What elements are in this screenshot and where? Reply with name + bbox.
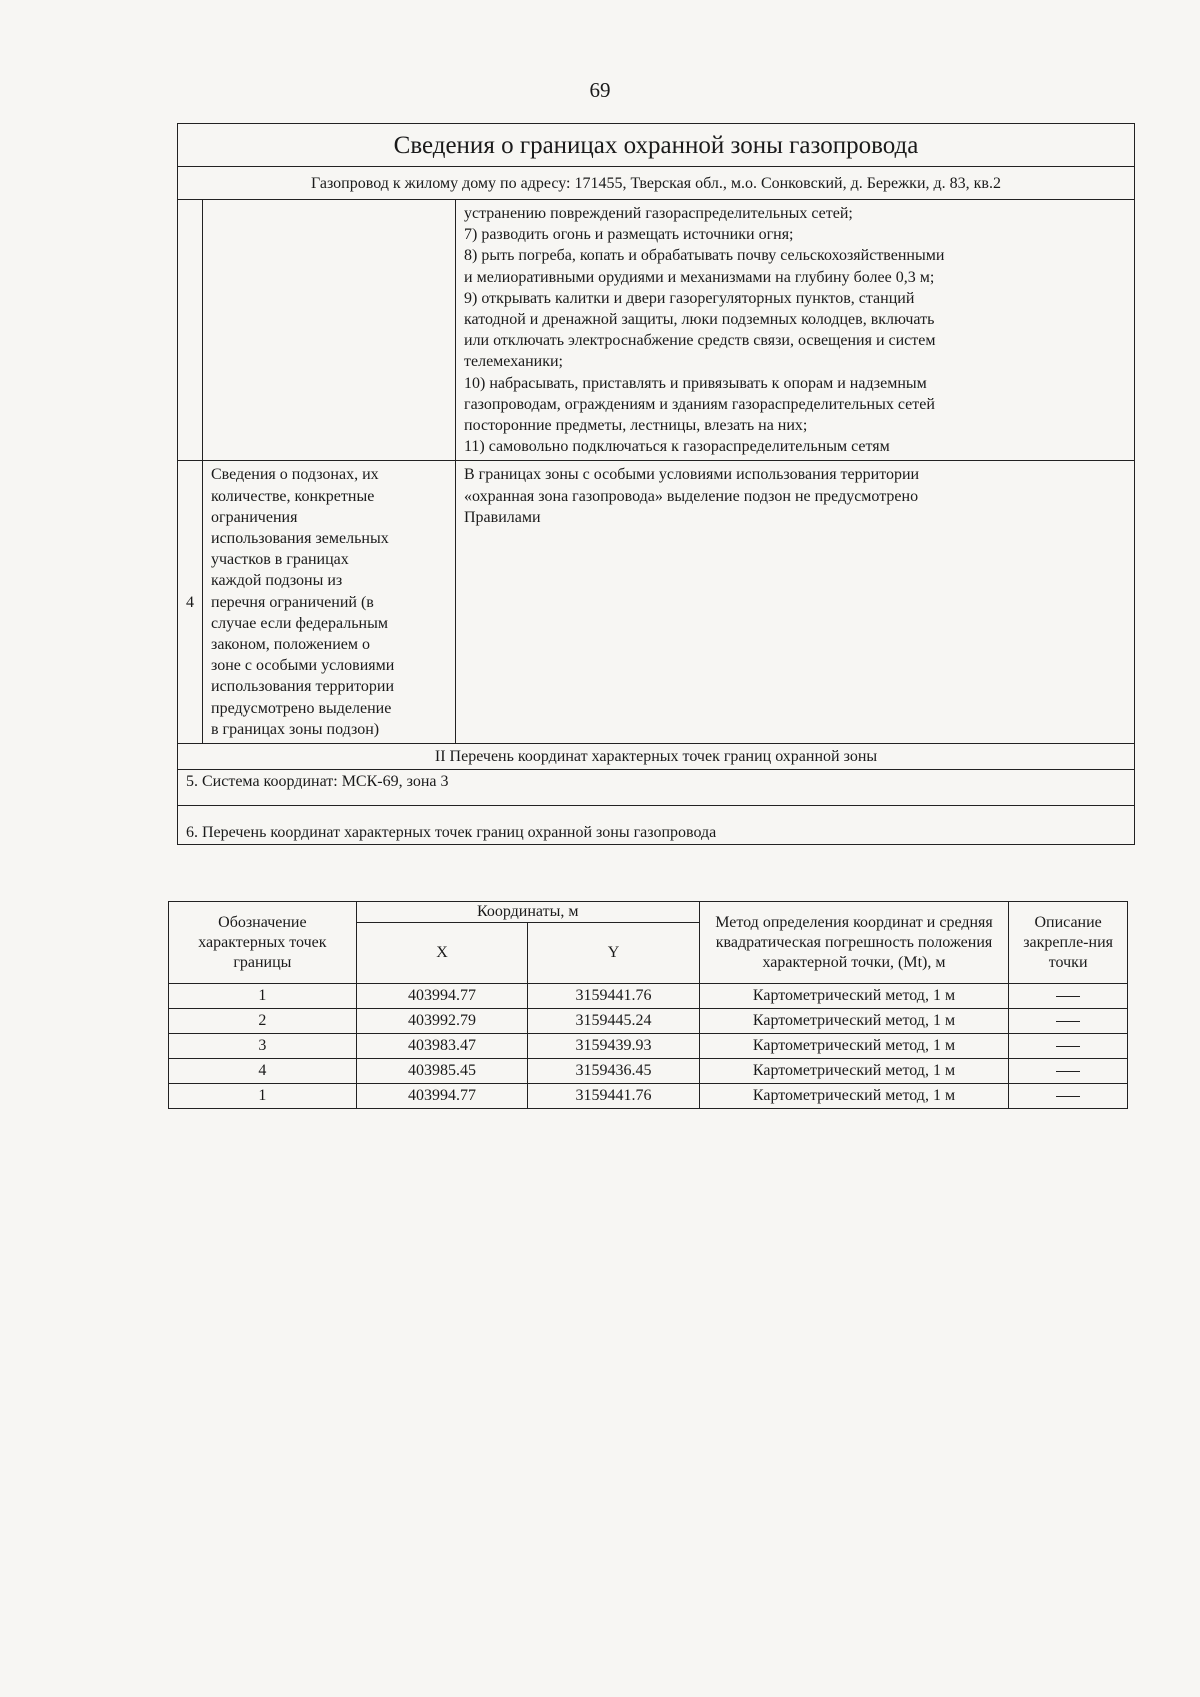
point-cell: 1 [169, 984, 357, 1009]
label-line: каждой подзоны из [211, 572, 343, 590]
document-subtitle: Газопровод к жилому дому по адресу: 171455, Тверская обл., м.о. Сонковский, д. Бережки, д. 83, кв.2 [178, 167, 1134, 200]
dash-mark [1056, 996, 1080, 997]
zone-info-form [177, 123, 1135, 845]
point-cell: 2 [169, 1009, 357, 1034]
restriction-line: катодной и дренажной защиты, люки подземных колодцев, включать [464, 311, 935, 329]
header-description: Описание закрепле-ния точки [1009, 902, 1128, 984]
restriction-line: 10) набрасывать, приставлять и привязывать к опорам и надземным [464, 374, 927, 392]
header-point: Обозначение характерных точек границы [169, 902, 357, 984]
label-line: в границах зоны подзон) [211, 720, 380, 738]
table-row [169, 1009, 1128, 1034]
method-cell: Картометрический метод, 1 м [699, 984, 1009, 1009]
restrictions-row [178, 200, 1134, 461]
restriction-line: и мелиоративными орудиями и механизмами на глубину более 0,3 м; [464, 268, 935, 286]
header-x: X [356, 923, 528, 984]
subzones-row [178, 461, 1134, 744]
header-method [699, 902, 1009, 984]
table-row [169, 1084, 1128, 1109]
label-line: перечня ограничений (в [211, 593, 374, 611]
label-line: участков в границах [211, 551, 349, 569]
y-cell: 3159445.24 [528, 1009, 700, 1034]
label-line: законом, положением о [211, 636, 370, 654]
subzones-label [203, 461, 456, 744]
coordinate-list-title: 6. Перечень координат характерных точек границ охранной зоны газопровода [186, 824, 717, 842]
y-cell: 3159436.45 [528, 1059, 700, 1084]
restrictions-table [178, 200, 1134, 744]
restriction-line: посторонние предметы, лестницы, влезать на них; [464, 417, 808, 435]
page-number: 69 [589, 78, 611, 102]
label-line: случае если федеральным [211, 614, 388, 632]
restrictions-content [456, 200, 1135, 461]
label-line: использования территории [211, 678, 395, 696]
method-cell: Картометрический метод, 1 м [699, 1034, 1009, 1059]
dash-mark [1056, 1021, 1080, 1022]
restriction-line: 9) открывать калитки и двери газорегуляторных пунктов, станций [464, 289, 915, 307]
label-line: Сведения о подзонах, их [211, 466, 379, 484]
document-title: Сведения о границах охранной зоны газопровода [178, 124, 1134, 167]
restriction-line: газопроводам, ограждениям и зданиям газораспределительных сетей [464, 395, 935, 413]
coordinate-system: 5. Система координат: МСК-69, зона 3 [178, 770, 1134, 806]
table-row [169, 1034, 1128, 1059]
method-cell: Картометрический метод, 1 м [699, 1084, 1009, 1109]
description-cell [1009, 1009, 1128, 1034]
row-label-cell [203, 200, 456, 461]
restriction-line: 8) рыть погреба, копать и обрабатывать почву сельскохозяйственными [464, 247, 945, 265]
x-cell: 403985.45 [356, 1059, 528, 1084]
method-cell: Картометрический метод, 1 м [699, 1009, 1009, 1034]
y-cell: 3159441.76 [528, 1084, 700, 1109]
row-number: 4 [178, 461, 203, 744]
label-line: использования земельных [211, 530, 389, 548]
label-line: предусмотрено выделение [211, 699, 392, 717]
dash-mark [1056, 1096, 1080, 1097]
label-line: количестве, конкретные [211, 487, 375, 505]
description-cell [1009, 984, 1128, 1009]
section-2-title: II Перечень координат характерных точек границ охранной зоны [178, 744, 1134, 770]
content-line: Правилами [464, 508, 541, 526]
y-cell: 3159439.93 [528, 1034, 700, 1059]
method-cell: Картометрический метод, 1 м [699, 1059, 1009, 1084]
x-cell: 403994.77 [356, 1084, 528, 1109]
restriction-line: или отключать электроснабжение средств связи, освещения и систем [464, 332, 936, 350]
x-cell: 403992.79 [356, 1009, 528, 1034]
restriction-line: устранению повреждений газораспределительных сетей; [464, 205, 853, 222]
dash-mark [1056, 1071, 1080, 1072]
description-cell [1009, 1059, 1128, 1084]
x-cell: 403983.47 [356, 1034, 528, 1059]
description-cell [1009, 1034, 1128, 1059]
table-row [169, 1059, 1128, 1084]
y-cell: 3159441.76 [528, 984, 700, 1009]
header-y: Y [528, 923, 700, 984]
subzones-content [456, 461, 1135, 744]
x-cell: 403994.77 [356, 984, 528, 1009]
restriction-line: 11) самовольно подключаться к газораспределительным сетям [464, 438, 890, 456]
coordinates-table [168, 901, 1128, 1109]
restriction-line: телемеханики; [464, 353, 563, 371]
label-line: ограничения [211, 508, 298, 526]
dash-mark [1056, 1046, 1080, 1047]
point-cell: 1 [169, 1084, 357, 1109]
point-cell: 3 [169, 1034, 357, 1059]
restriction-line: 7) разводить огонь и размещать источники огня; [464, 226, 794, 244]
content-line: В границах зоны с особыми условиями использования территории [464, 466, 920, 484]
description-cell [1009, 1084, 1128, 1109]
table-row [169, 984, 1128, 1009]
header-coordinates: Координаты, м [356, 902, 699, 923]
header-method-text: Метод определения координат и средняя квадратическая погрешность положения характерной точки, (Mt), м [715, 913, 993, 971]
label-line: зоне с особыми условиями [211, 657, 395, 675]
point-cell: 4 [169, 1059, 357, 1084]
row-number-cell [178, 200, 203, 461]
content-line: «охранная зона газопровода» выделение подзон не предусмотрено [464, 487, 919, 505]
